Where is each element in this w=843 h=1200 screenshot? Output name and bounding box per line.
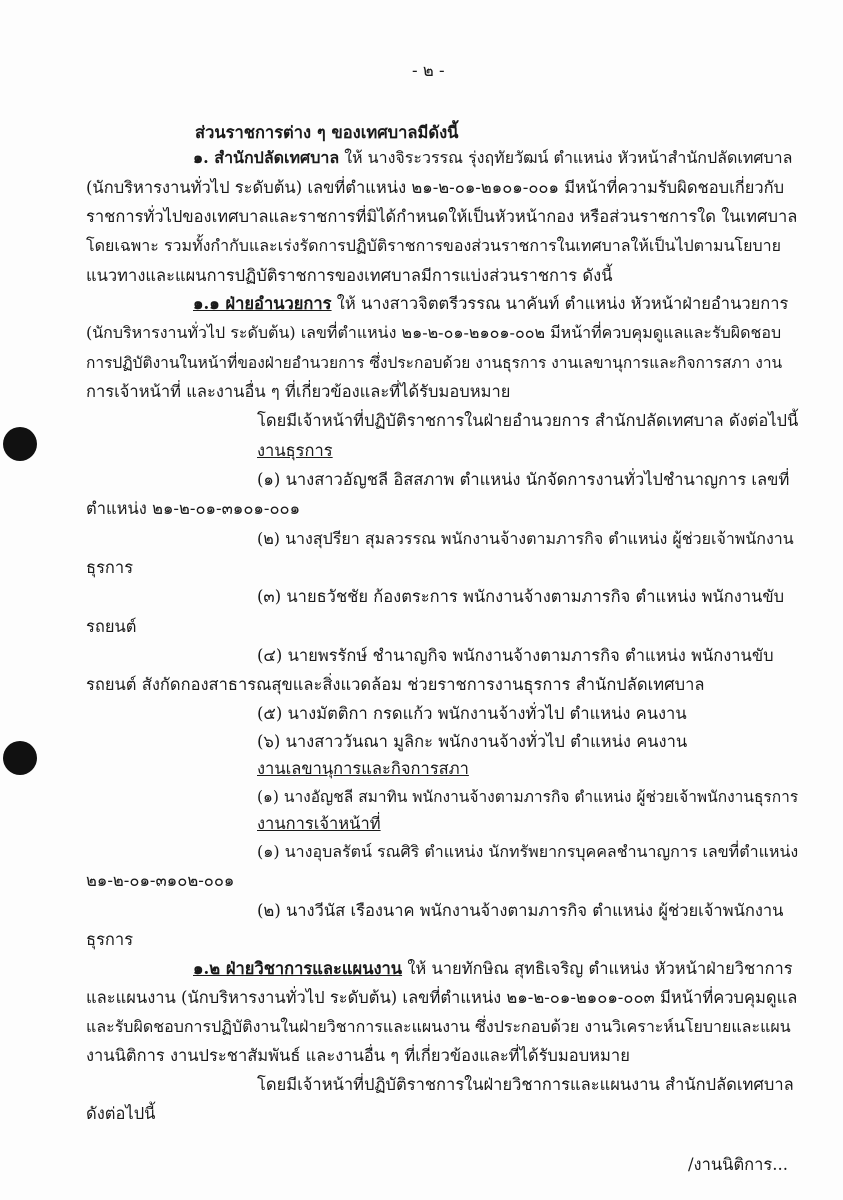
- staff-line: (๑) นางอัญชลี สมาทิน พนักงานจ้างตามภารกิจ ตำแหน่ง ผู้ช่วยเจ้าพนักงานธุรการ: [257, 788, 799, 806]
- section-1-2-line1-rest: ให้ นายทักษิณ สุทธิเจริญ ตำแหน่ง หัวหน้าฝ่ายวิชาการ: [402, 959, 793, 978]
- section-1-1-line-1: [193, 293, 788, 315]
- group-title-council-secretary: งานเลขานุการและกิจการสภา: [257, 759, 469, 778]
- section-1-1-line-2: (นักบริหารงานทั่วไป ระดับต้น) เลขที่ตำแหน่ง ๒๑-๒-๐๑-๒๑๐๑-๐๐๒ มีหน้าที่ควบคุมดูแลและรับผิดชอบ: [86, 323, 782, 342]
- punch-hole-top: [3, 427, 37, 461]
- staff-line: ๒๑-๒-๐๑-๓๑๐๒-๐๐๑: [86, 871, 235, 890]
- section-1-line-4: โดยเฉพาะ รวมทั้งกำกับและเร่งรัดการปฏิบัติราชการของส่วนราชการในเทศบาลให้เป็นไปตามนโยบาย: [86, 236, 782, 255]
- staff-line: รถยนต์: [86, 617, 137, 636]
- staff-line: (๔) นายพรรักษ์ ชำนาญกิจ พนักงานจ้างตามภารกิจ ตำแหน่ง พนักงานขับ: [257, 646, 774, 665]
- section-1-2-staff-intro-cont: ดังต่อไปนี้: [86, 1104, 156, 1123]
- staff-line: ตำแหน่ง ๒๑-๒-๐๑-๓๑๐๑-๐๐๑: [86, 499, 301, 518]
- section-1-2-line-1: [193, 958, 793, 980]
- section-1-2-line-4: งานนิติการ งานประชาสัมพันธ์ และงานอื่น ๆ ที่เกี่ยวข้องและที่ได้รับมอบหมาย: [86, 1046, 630, 1065]
- next-page-marker: /งานนิติการ...: [688, 1155, 789, 1174]
- section-1-line-2: (นักบริหารงานทั่วไป ระดับต้น) เลขที่ตำแหน่ง ๒๑-๒-๐๑-๒๑๐๑-๐๐๑ มีหน้าที่ความรับผิดชอบเกี่ยวกับ: [86, 178, 785, 197]
- section-1-1-line-3: การปฏิบัติงานในหน้าที่ของฝ่ายอำนวยการ ซึ่งประกอบด้วย งานธุรการ งานเลขานุการและกิจการสภา งาน: [86, 354, 783, 372]
- section-1-line-3: ราชการทั่วไปของเทศบาลและราชการที่มิได้กำหนดให้เป็นหัวหน้ากอง หรือส่วนราชการใด ในเทศบาล: [86, 207, 798, 226]
- staff-line: (๒) นางวีนัส เรืองนาค พนักงานจ้างตามภารกิจ ตำแหน่ง ผู้ช่วยเจ้าพนักงาน: [257, 901, 784, 920]
- section-1-1-label: ๑.๑ ฝ่ายอำนวยการ: [193, 294, 332, 313]
- section-1-1-line1-rest: ให้ นางสาวจิตตรีวรรณ นาคันท์ ตำแหน่ง หัวหน้าฝ่ายอำนวยการ: [331, 294, 789, 313]
- staff-line: (๑) นางอุบลรัตน์ รณศิริ ตำแหน่ง นักทรัพยากรบุคคลชำนาญการ เลขที่ตำแหน่ง: [257, 842, 799, 861]
- staff-line: (๕) นางมัตติกา กรดแก้ว พนักงานจ้างทั่วไป ตำแหน่ง คนงาน: [257, 704, 687, 723]
- section-heading: ส่วนราชการต่าง ๆ ของเทศบาลมีดังนี้: [195, 123, 459, 142]
- section-1-line1-rest: ให้ นางจิระวรรณ รุ่งฤทัยวัฒน์ ตำแหน่ง หัวหน้าสำนักปลัดเทศบาล: [339, 148, 793, 167]
- group-title-personnel: งานการเจ้าหน้าที่: [257, 814, 381, 833]
- staff-line: (๑) นางสาวอัญชลี อิสสภาพ ตำแหน่ง นักจัดการงานทั่วไปชำนาญการ เลขที่: [257, 470, 790, 489]
- punch-hole-bottom: [3, 741, 37, 775]
- section-1-label: ๑. สำนักปลัดเทศบาล: [193, 148, 340, 167]
- section-1-2-line-2: และแผนงาน (นักบริหารงานทั่วไป ระดับต้น) เลขที่ตำแหน่ง ๒๑-๒-๐๑-๒๑๐๑-๐๐๓ มีหน้าที่ควบคุมดูแล: [86, 988, 798, 1007]
- section-1-2-label: ๑.๒ ฝ่ายวิชาการและแผนงาน: [193, 959, 403, 978]
- section-1-2-line-3: และรับผิดชอบการปฏิบัติงานในฝ่ายวิชาการและแผนงาน ซึ่งประกอบด้วย งานวิเคราะห์นโยบายและแผน: [86, 1017, 791, 1036]
- page-number: - ๒ -: [412, 61, 445, 80]
- section-1-1-staff-intro: โดยมีเจ้าหน้าที่ปฏิบัติราชการในฝ่ายอำนวยการ สำนักปลัดเทศบาล ดังต่อไปนี้: [257, 411, 799, 430]
- staff-line: ธุรการ: [86, 558, 134, 577]
- staff-line: ธุรการ: [86, 930, 134, 949]
- section-1-1-line-4: การเจ้าหน้าที่ และงานอื่น ๆ ที่เกี่ยวข้องและที่ได้รับมอบหมาย: [86, 382, 511, 401]
- group-title-general-affairs: งานธุรการ: [257, 441, 333, 460]
- section-1-line-5: แนวทางและแผนการปฏิบัติราชการของเทศบาลมีการแบ่งส่วนราชการ ดังนี้: [86, 266, 613, 285]
- section-1-line-1: [193, 147, 792, 169]
- staff-line: รถยนต์ สังกัดกองสาธารณสุขและสิ่งแวดล้อม ช่วยราชการงานธุรการ สำนักปลัดเทศบาล: [86, 675, 705, 694]
- section-1-2-staff-intro: โดยมีเจ้าหน้าที่ปฏิบัติราชการในฝ่ายวิชาการและแผนงาน สำนักปลัดเทศบาล: [257, 1075, 794, 1094]
- staff-line: (๒) นางสุปรียา สุมลวรรณ พนักงานจ้างตามภารกิจ ตำแหน่ง ผู้ช่วยเจ้าพนักงาน: [257, 529, 794, 548]
- staff-line: (๖) นางสาววันณา มูลิกะ พนักงานจ้างทั่วไป ตำแหน่ง คนงาน: [257, 732, 688, 751]
- staff-line: (๓) นายธวัชชัย ก้องตระการ พนักงานจ้างตามภารกิจ ตำแหน่ง พนักงานขับ: [257, 587, 785, 606]
